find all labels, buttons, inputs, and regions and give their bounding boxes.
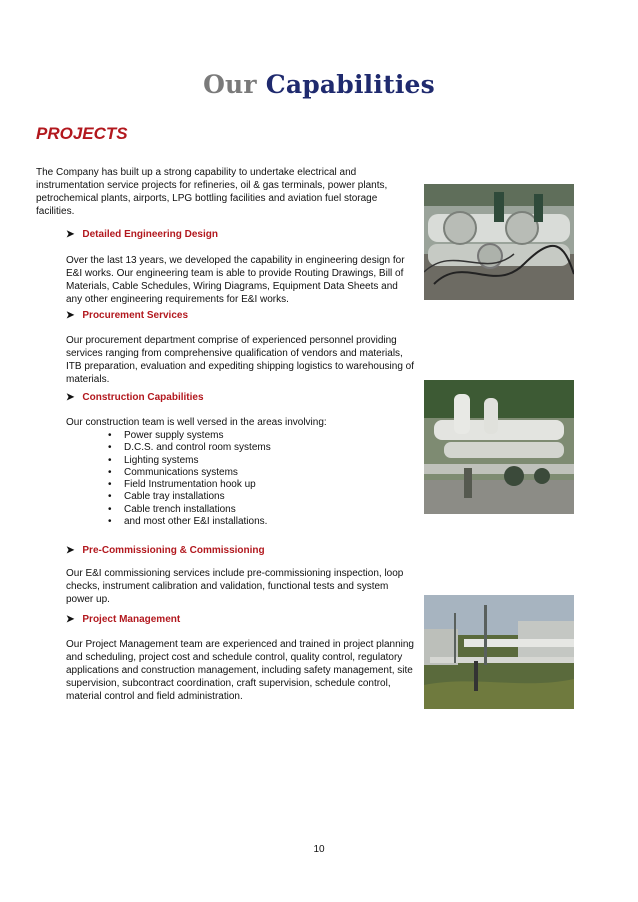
photo-plant-piping [424, 380, 574, 514]
engineering-design-paragraph: Over the last 13 years, we developed the capability in engineering design for E&I works. Our engineering team is able to provide Routing Drawings, Bill of Materials, Cable Schedules, Wiring Diagrams, Equipment Data Sheets and any other engineering requirements for E&I works. [66, 255, 405, 305]
list-item: • Cable tray installations [108, 491, 271, 503]
section-heading-projects: PROJECTS [36, 124, 128, 143]
heading-engineering-design [66, 229, 218, 240]
heading-text: Procurement Services [82, 310, 189, 321]
procurement-paragraph: Our procurement department comprise of experienced personnel providing services ranging from comprehensive qualification of vendors and materials, ITB preparation, evaluation and expediting shipping logistics to warehousing of materials. [66, 335, 414, 385]
page-number: 10 [313, 844, 325, 855]
arrow-bullet-icon: ➤ [66, 614, 75, 625]
heading-pre-commissioning [66, 545, 265, 556]
arrow-bullet-icon: ➤ [66, 392, 75, 403]
list-item: • Power supply systems [108, 430, 271, 442]
page-title [0, 70, 638, 99]
arrow-bullet-icon: ➤ [66, 310, 75, 321]
list-item: • Cable trench installations [108, 504, 271, 516]
heading-construction-capabilities [66, 392, 204, 403]
list-item: • Field Instrumentation hook up [108, 479, 271, 491]
title-word-our: Our [203, 70, 257, 99]
heading-text: Project Management [82, 614, 181, 625]
heading-project-management [66, 614, 180, 625]
heading-text: Construction Capabilities [82, 392, 204, 403]
title-word-capabilities: Capabilities [265, 70, 435, 99]
intro-paragraph: The Company has built up a strong capability to undertake electrical and instrumentation service projects for refineries, oil & gas terminals, power plants, petrochemical plants, airports, LPG bottling facilities and aviation fuel storage facilities. [36, 167, 388, 217]
commissioning-paragraph: Our E&I commissioning services include pre-commissioning inspection, loop checks, instrument calibration and validation, functional tests and system power up. [66, 568, 404, 605]
heading-text: Detailed Engineering Design [82, 229, 218, 240]
list-item: • Communications systems [108, 467, 271, 479]
list-item: • Lighting systems [108, 455, 271, 467]
list-item: • D.C.S. and control room systems [108, 442, 271, 454]
list-item: • and most other E&I installations. [108, 516, 271, 528]
photo-tank-farm-site [424, 595, 574, 709]
project-management-paragraph: Our Project Management team are experienced and trained in project planning and scheduling, project cost and schedule control, quality control, regulatory applications and construction management, including safety management, site supervision, subcontract coordination, craft supervision, schedule control, material control and field administration. [66, 639, 414, 702]
construction-bullet-list [108, 430, 271, 528]
heading-text: Pre-Commissioning & Commissioning [82, 545, 265, 556]
arrow-bullet-icon: ➤ [66, 229, 75, 240]
arrow-bullet-icon: ➤ [66, 545, 75, 556]
construction-paragraph: Our construction team is well versed in the areas involving: [66, 417, 327, 428]
photo-pipeline-instrumentation [424, 184, 574, 300]
heading-procurement-services [66, 310, 188, 321]
